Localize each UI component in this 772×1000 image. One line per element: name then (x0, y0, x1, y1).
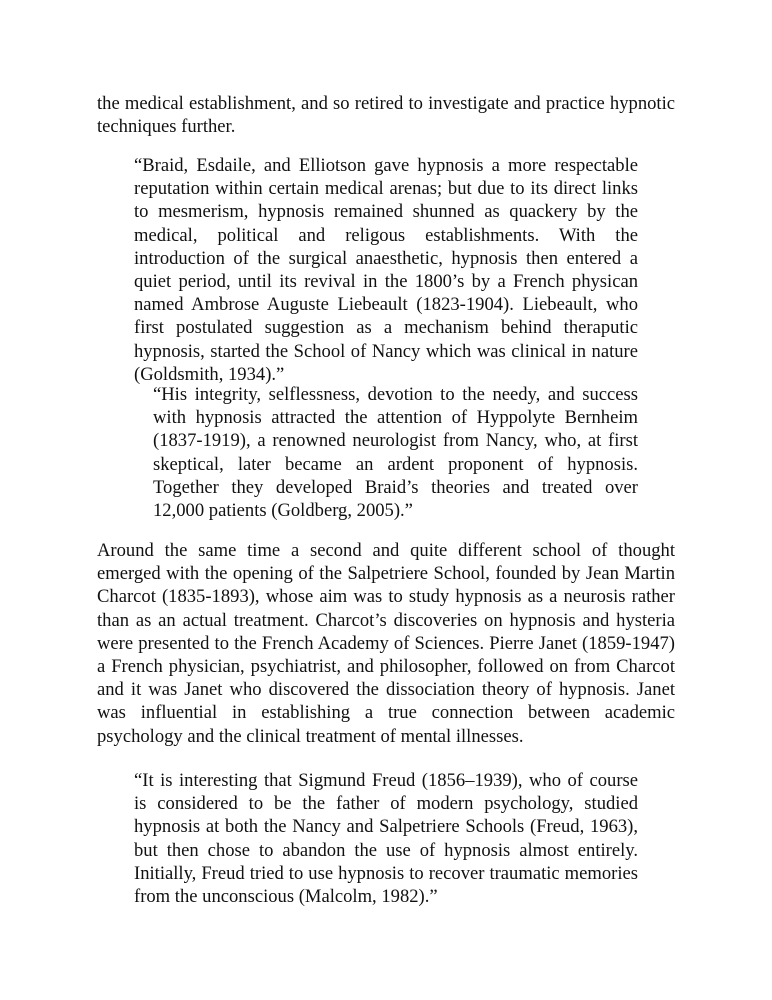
block-quote-bernheim: “His integrity, selflessness, devotion to the needy, and success with hypnosis attracted the attention of Hyppolyte Bernheim (1837-1919), a renowned neurologist from Nancy, who, at first skeptical, later became an ardent proponent of hypnosis. Together they developed Braid’s theories and treated over 12,000 patients (Goldberg, 2005).” (153, 384, 638, 522)
body-paragraph-charcot: Around the same time a second and quite different school of thought emerged with the opening of the Salpetriere School, founded by Jean Martin Charcot (1835-1893), whose aim was to study hypnosis as a neurosis rather than as an actual treatment. Charcot’s discoveries on hypnosis and hysteria were presented to the French Academy of Sciences. Pierre Janet (1859-1947) a French physician, psychiatrist, and philosopher, followed on from Charcot and it was Janet who discovered the dissociation theory of hypnosis. Janet was influential in establishing a true connection between academic psychology and the clinical treatment of mental illnesses. (97, 540, 675, 747)
block-quote-freud: “It is interesting that Sigmund Freud (1856–1939), who of course is considered to be the father of modern psychology, studied hypnosis at both the Nancy and Salpetriere Schools (Freud, 1963), but then chose to abandon the use of hypnosis almost entirely. Initially, Freud tried to use hypnosis to recover traumatic memories from the unconscious (Malcolm, 1982).” (134, 770, 638, 908)
block-quote-braid: “Braid, Esdaile, and Elliotson gave hypnosis a more respectable reputation within certain medical arenas; but due to its direct links to mesmerism, hypnosis remained shunned as quackery by the medical, political and religous establishments. With the introduction of the surgical anaesthetic, hypnosis then entered a quiet period, until its revival in the 1800’s by a French physican named Ambrose Auguste Liebeault (1823-1904). Liebeault, who first postulated suggestion as a mechanism behind theraputic hypnosis, started the School of Nancy which was clinical in nature (Goldsmith, 1934).” (134, 155, 638, 385)
body-paragraph-intro-end: the medical establishment, and so retired to investigate and practice hypnotic techniques further. (97, 93, 675, 138)
